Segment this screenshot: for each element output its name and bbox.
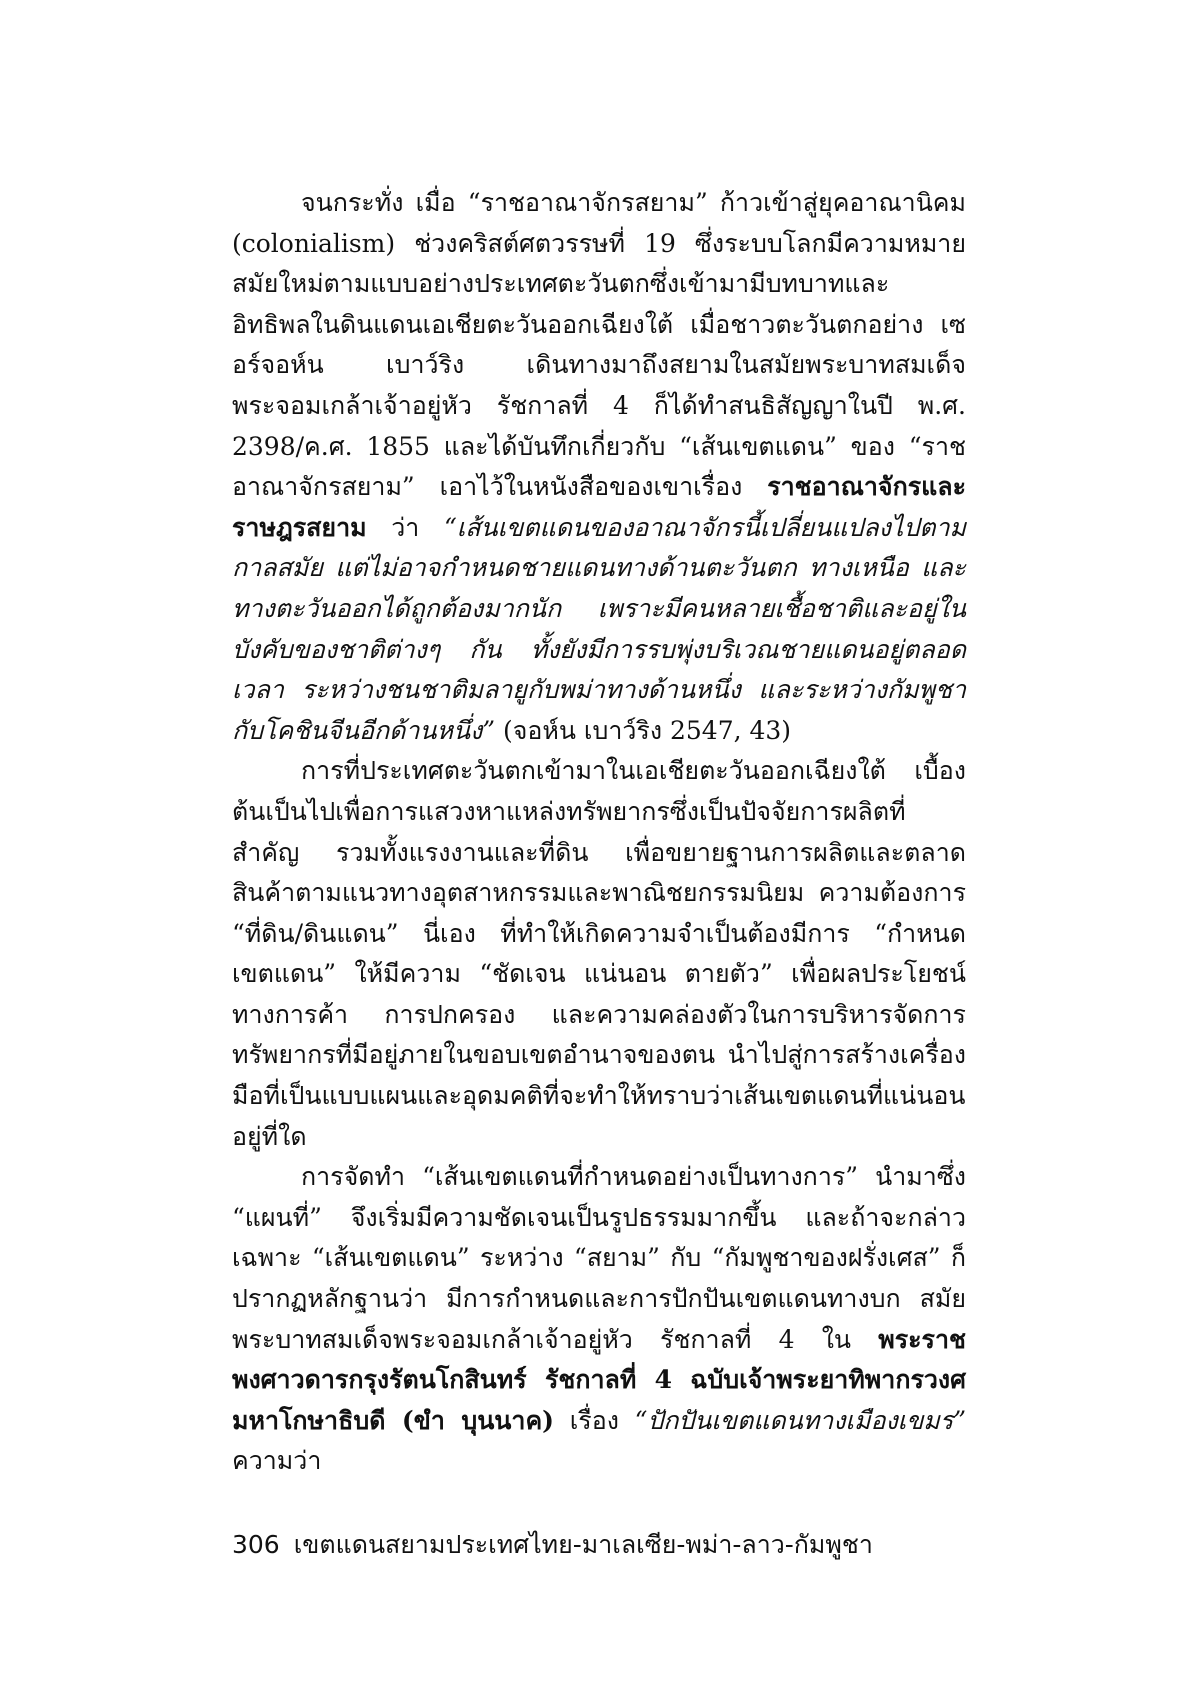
running-book-title: เขตแดนสยามประเทศไทย-มาเลเซีย-พม่า-ลาว-กัมพูชา <box>293 1530 873 1559</box>
paragraph-boundary-demarcation <box>232 1157 966 1482</box>
paragraph-bowring-boundary <box>232 183 966 751</box>
body-text <box>232 183 966 1482</box>
text-run: การที่ประเทศตะวันตกเข้ามาในเอเชียตะวันออกเฉียงใต้ เบื้องต้นเป็นไปเพื่อการแสวงหาแหล่งทรัพยากรซึ่งเป็นปัจจัยการผลิตที่สำคัญ รวมทั้งแรงงานและที่ดิน เพื่อขยายฐานการผลิตและตลาดสินค้าตามแนวทางอุตสาหกรรมและพาณิชยกรรมนิยม ความต้องการ “ที่ดิน/ดินแดน” นี่เอง ที่ทำให้เกิดความจำเป็นต้องมีการ “กำหนดเขตแดน” ให้มีความ “ชัดเจน แน่นอน ตายตัว” เพื่อผลประโยชน์ทางการค้า การปกครอง และความคล่องตัวในการบริหารจัดการทรัพยากรที่มีอยู่ภายในขอบเขตอำนาจของตน นำไปสู่การสร้างเครื่องมือที่เป็นแบบแผนและอุดมคติที่จะทำให้ทราบว่าเส้นเขตแดนที่แน่นอนอยู่ที่ใด <box>232 756 966 1151</box>
chapter-title-italic: “ปักปันเขตแดนทางเมืองเขมร” <box>634 1405 966 1435</box>
text-run: ความว่า <box>232 1446 322 1476</box>
text-run: เรื่อง <box>554 1405 635 1435</box>
citation: (จอห์น เบาว์ริง 2547, 43) <box>495 715 792 745</box>
page-number: 306 <box>232 1530 280 1559</box>
text-run: จนกระทั่ง เมื่อ “ราชอาณาจักรสยาม” ก้าวเข้าสู่ยุคอาณานิคม (colonialism) ช่วงคริสต์ศตวรรษที่ 19 ซึ่งระบบโลกมีความหมายสมัยใหม่ตามแบบอย่างประเทศตะวันตกซึ่งเข้ามามีบทบาทและอิทธิพลในดินแดนเอเชียตะวันออกเฉียงใต้ เมื่อชาวตะวันตกอย่าง เซอร์จอห์น เบาว์ริง เดินทางมาถึงสยามในสมัยพระบาทสมเด็จพระจอมเกล้าเจ้าอยู่หัว รัชกาลที่ 4 ก็ได้ทำสนธิสัญญาในปี พ.ศ. 2398/ค.ศ. 1855 และได้บันทึกเกี่ยวกับ “เส้นเขตแดน” ของ “ราชอาณาจักรสยาม” เอาไว้ในหนังสือของเขาเรื่อง <box>232 188 966 502</box>
text-run: ว่า <box>366 512 444 542</box>
quotation-italic: “เส้นเขตแดนของอาณาจักรนี้เปลี่ยนแปลงไปตามกาลสมัย แต่ไม่อาจกำหนดชายแดนทางด้านตะวันตก ทางเหนือ และทางตะวันออกได้ถูกต้องมากนัก เพราะมีคนหลายเชื้อชาติและอยู่ในบังคับของชาติต่างๆ กัน ทั้งยังมีการรบพุ่งบริเวณชายแดนอยู่ตลอดเวลา ระหว่างชนชาติมลายูกับพม่าทางด้านหนึ่ง และระหว่างกัมพูชากับโคชินจีนอีกด้านหนึ่ง” <box>232 512 966 745</box>
book-title-bold: ราชอาณาจักรและราษฎรสยาม <box>232 472 966 542</box>
paragraph-western-resources <box>232 751 966 1157</box>
chronicle-title-bold: พระราชพงศาวดารกรุงรัตนโกสินทร์ รัชกาลที่ 4 ฉบับเจ้าพระยาทิพากรวงศมหาโกษาธิบดี (ขำ บุนนาค) <box>232 1324 966 1435</box>
page-footer <box>232 1528 966 1562</box>
text-run: การจัดทำ “เส้นเขตแดนที่กำหนดอย่างเป็นทางการ” นำมาซึ่ง “แผนที่” จึงเริ่มมีความชัดเจนเป็นรูปธรรมมากขึ้น และถ้าจะกล่าวเฉพาะ “เส้นเขตแดน” ระหว่าง “สยาม” กับ “กัมพูชาของฝรั่งเศส” ก็ปรากฏหลักฐานว่า มีการกำหนดและการปักปันเขตแดนทางบก สมัยพระบาทสมเด็จพระจอมเกล้าเจ้าอยู่หัว รัชกาลที่ 4 ใน <box>232 1162 966 1354</box>
